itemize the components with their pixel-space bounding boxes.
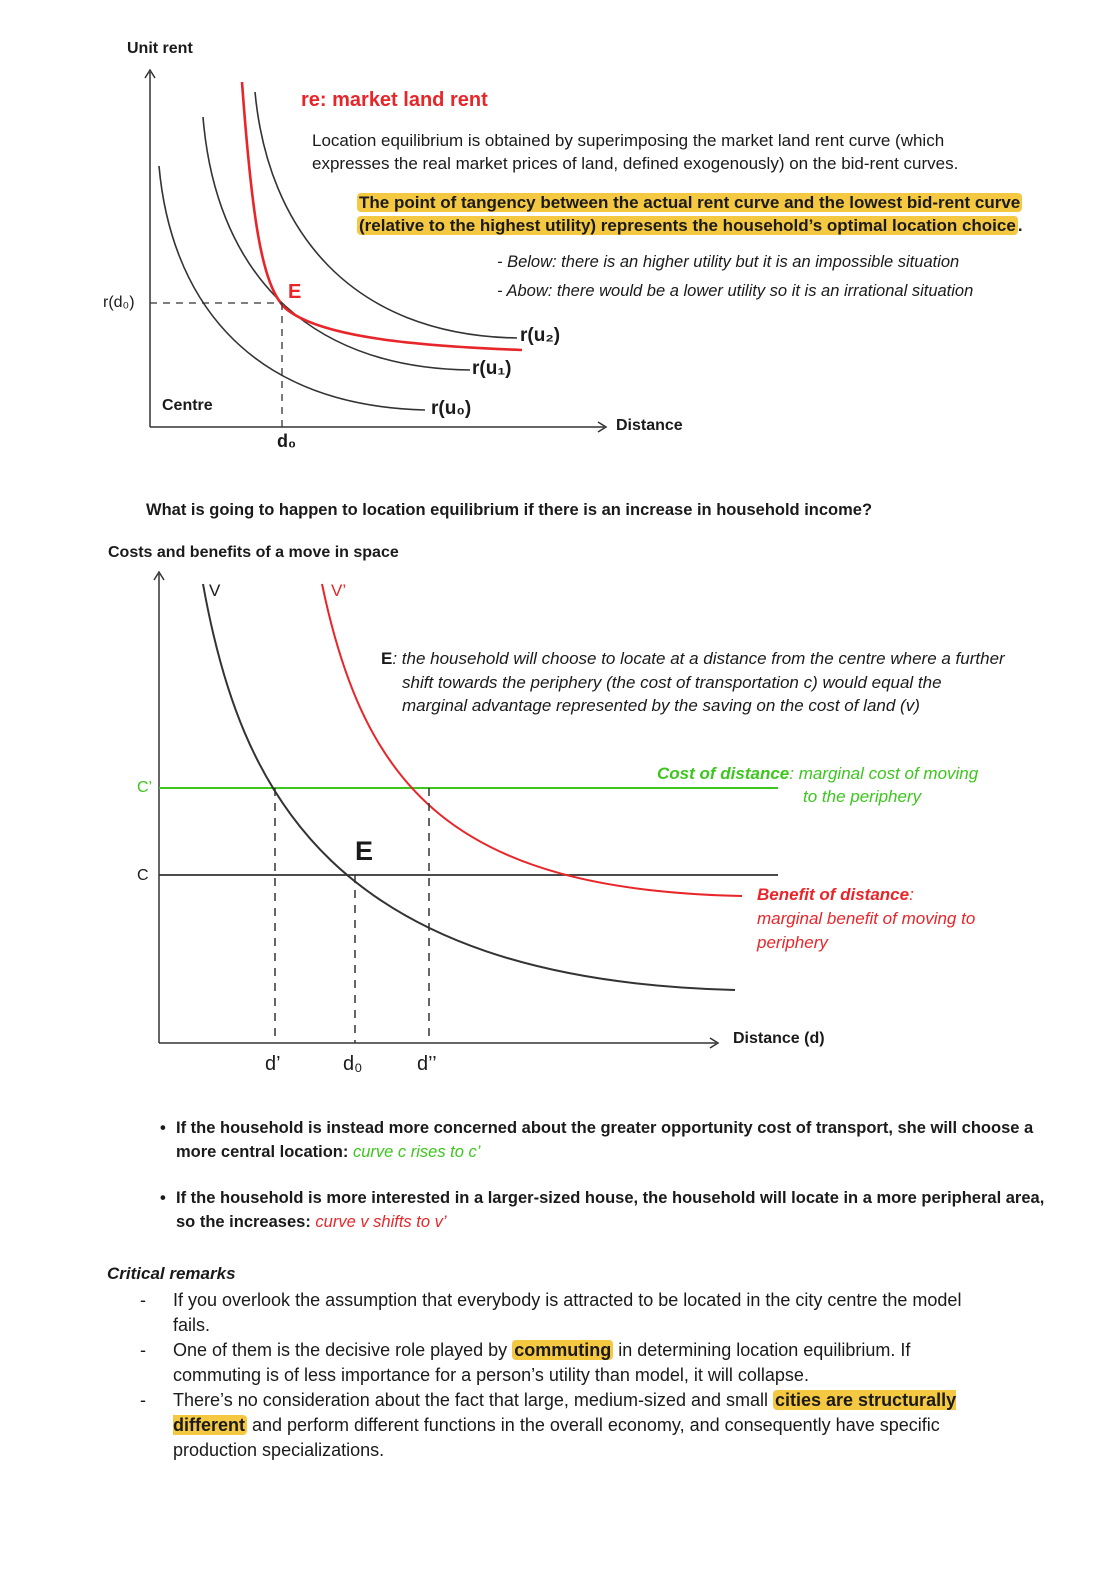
market-rent-title: re: market land rent xyxy=(301,89,488,111)
centre-label: Centre xyxy=(162,397,213,414)
question: What is going to happen to location equilibrium if there is an increase in household income? xyxy=(146,501,873,519)
e-explanation-1: E: the household will choose to locate at a distance from the centre where a further xyxy=(381,649,1005,668)
v-prime-label: V’ xyxy=(331,581,347,600)
remark-item: - If you overlook the assumption that everybody is attracted to be located in the city centre the model fails. xyxy=(140,1290,962,1335)
remark-item: - One of them is the decisive role played by commuting in determining location equilibrium. If commuting is of less importance for a person’s utility than model, it will collapse. xyxy=(140,1340,911,1385)
v-prime-curve xyxy=(322,584,742,896)
d0-label: d₀ xyxy=(277,431,297,451)
c-label: C xyxy=(137,867,149,884)
bullet-list xyxy=(158,1116,1058,1234)
below-note: - Below: there is an higher utility but it is an impossible situation xyxy=(497,253,960,271)
desc-line-1: Location equilibrium is obtained by superimposing the market land rent curve (which xyxy=(312,131,945,150)
y-axis-label: Unit rent xyxy=(127,40,193,57)
rd0-label: r(d₀) xyxy=(103,294,135,311)
e-point-label: E xyxy=(355,836,374,866)
benefit-of-distance-line-3: periphery xyxy=(757,933,828,952)
y-axis-2-label: Costs and benefits of a move in space xyxy=(108,544,399,561)
point-e-label: E xyxy=(288,281,302,303)
above-note: - Abow: there would be a lower utility so it is an irrational situation xyxy=(497,282,974,300)
cost-of-distance-line-2: to the periphery xyxy=(803,787,922,806)
d-dprime-label: d’’ xyxy=(417,1053,437,1075)
bullet-item: • If the household is more interested in a larger-sized house, the household will locate in a more peripheral area, so the increases: curve v shifts to v’ xyxy=(158,1186,1058,1234)
desc-line-2: expresses the real market prices of land, defined exogenously) on the bid-rent curves. xyxy=(312,154,959,173)
benefit-of-distance-line-2: marginal benefit of moving to xyxy=(757,909,976,928)
bullet-item: • If the household is instead more concerned about the greater opportunity cost of transport, she will choose a more central location: curve c rises to c’ xyxy=(158,1116,1058,1164)
d-prime-label: d’ xyxy=(265,1053,281,1075)
benefit-of-distance-line-1: Benefit of distance: xyxy=(757,885,914,904)
c-prime-label: C’ xyxy=(137,779,153,796)
e-explanation-3: marginal advantage represented by the saving on the cost of land (v) xyxy=(402,696,920,715)
x-axis-2-label: Distance (d) xyxy=(733,1030,825,1047)
tangency-line-2: (relative to the highest utility) represents the household’s optimal location choice . xyxy=(359,216,1023,235)
remarks-heading: Critical remarks xyxy=(107,1264,236,1283)
ru2-label: r(u₂) xyxy=(520,325,561,346)
remark-item: - There’s no consideration about the fact that large, medium-sized and small cities are structurally different and perform different functions in the overall economy, and consequently have specific production specializations. xyxy=(140,1390,957,1460)
cost-of-distance-line-1: Cost of distance: marginal cost of moving xyxy=(657,764,979,783)
ru1-label: r(u₁) xyxy=(472,358,512,379)
e-explanation-2: shift towards the periphery (the cost of transportation c) would equal the xyxy=(402,673,942,692)
cost-benefit-chart xyxy=(0,560,1116,1080)
ru0-label: r(u₀) xyxy=(431,398,472,419)
tangency-line-1: The point of tangency between the actual rent curve and the lowest bid-rent curve xyxy=(359,193,1021,212)
d0-label-2: d₀ xyxy=(343,1053,363,1075)
x-axis-label: Distance xyxy=(616,417,683,434)
v-label: V xyxy=(209,581,221,600)
